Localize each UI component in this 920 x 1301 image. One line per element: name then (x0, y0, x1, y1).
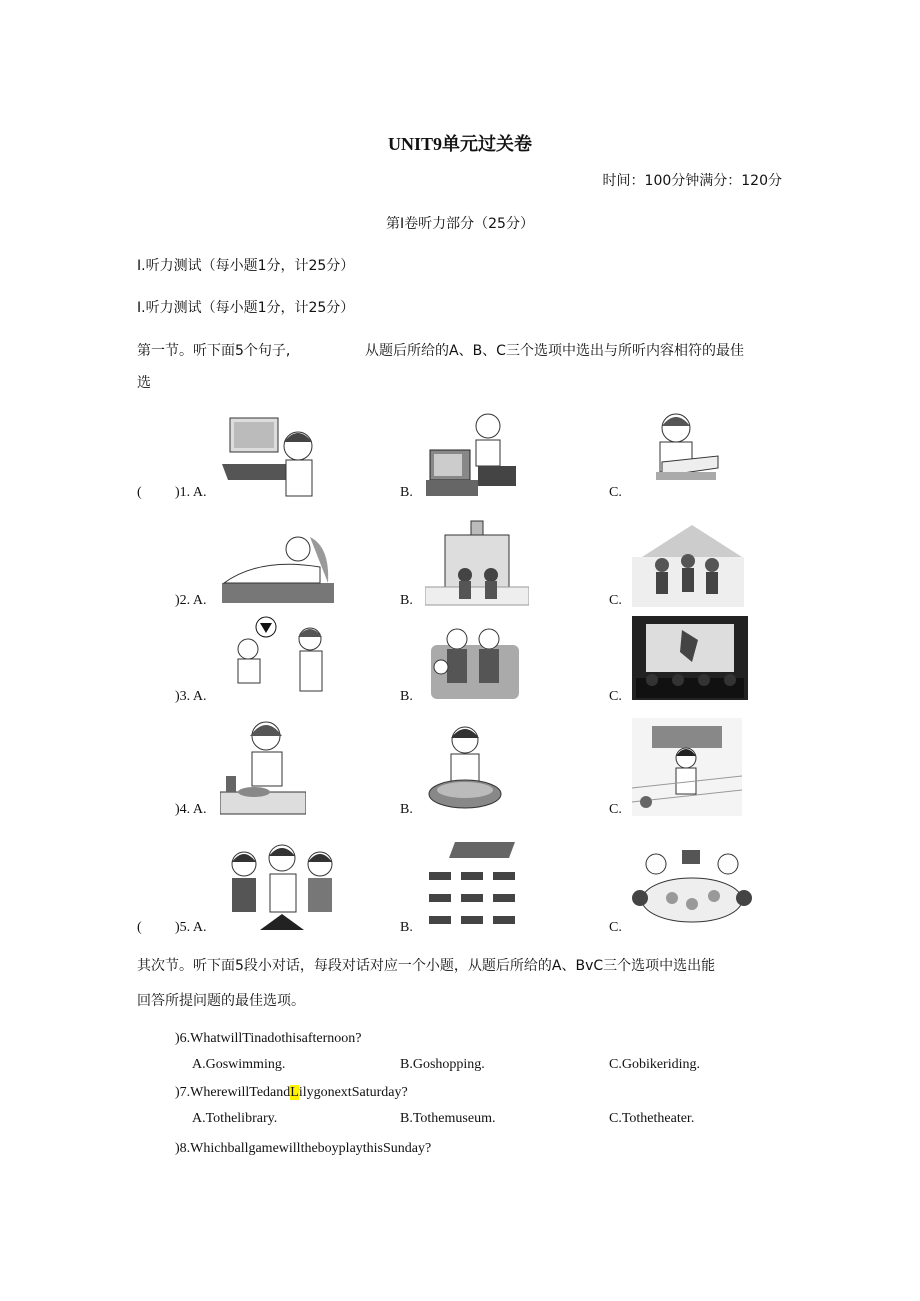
highlighted-letter: L (290, 1085, 299, 1100)
time-info: 时间：100分钟满分：120分 (602, 173, 782, 189)
family-sofa-icon (425, 615, 525, 701)
option-b-label: B. (400, 920, 413, 935)
question-label: )2. A. (175, 593, 207, 608)
reading-girl-icon (632, 406, 722, 500)
option-c-label: C. (609, 920, 622, 935)
q7-option-b: B.Tothemuseum. (400, 1111, 496, 1126)
option-c-label: C. (609, 802, 622, 817)
question-8: )8.WhichballgamewilltheboyplaythisSunday? (175, 1141, 432, 1156)
q6-option-c: C.Gobikeriding. (609, 1057, 700, 1072)
soccer-kids-icon (220, 615, 338, 703)
school-building-icon (425, 515, 529, 607)
option-c-label: C. (609, 689, 622, 704)
option-b-label: B. (400, 802, 413, 817)
option-c-label: C. (609, 485, 622, 500)
part1-instruction-a: 第一节。听下面5个句子, (137, 343, 291, 359)
cooking-woman-icon (220, 712, 306, 816)
part1-instruction-b: 从题后所给的A、B、C三个选项中选出与所听内容相符的最佳 (365, 343, 744, 359)
question-label: )4. A. (175, 802, 207, 817)
computer-user-icon (220, 414, 320, 500)
question-label: )5. A. (175, 920, 207, 935)
answer-paren: ( (137, 920, 142, 935)
q7-option-c: C.Tothetheater. (609, 1111, 695, 1126)
question-7 (175, 1085, 408, 1101)
option-b-label: B. (400, 593, 413, 608)
birthday-party-icon (220, 838, 344, 934)
classroom-icon (425, 838, 521, 934)
question-6: )6.WhatwillTinadothisafternoon? (175, 1031, 362, 1046)
tv-watcher-icon (418, 406, 518, 500)
option-b-label: B. (400, 485, 413, 500)
question-label: )3. A. (175, 689, 207, 704)
cinema-screen-icon (632, 616, 748, 700)
section-heading-repeat: Ⅰ.听力测试（每小题1分，计25分） (137, 300, 355, 316)
answer-paren: ( (137, 485, 142, 500)
hiking-group-icon (632, 517, 744, 607)
q6-option-b: B.Goshopping. (400, 1057, 485, 1072)
option-c-label: C. (609, 593, 622, 608)
q7-text-end: ilygonextSaturday? (298, 1085, 408, 1100)
part-title: 第Ⅰ卷听力部分（25分） (386, 216, 534, 232)
sleeping-person-icon (220, 527, 336, 607)
page-title: UNIT9单元过关卷 (387, 134, 532, 154)
q6-option-a: A.Goswimming. (192, 1057, 286, 1072)
part1-instruction-c: 选 (137, 375, 151, 391)
question-label: )1. A. (175, 485, 207, 500)
option-b-label: B. (400, 689, 413, 704)
part2-instruction-a: 其次节。听下面5段小对话，每段对话对应一个小题，从题后所给的A、BvC三个选项中选出能 (137, 958, 716, 974)
cleaning-room-icon (632, 718, 742, 816)
dinner-table-icon (632, 842, 754, 934)
q7-text-start: )7.WherewillTedand (175, 1085, 291, 1100)
q7-option-a: A.Tothelibrary. (192, 1111, 278, 1126)
washing-girl-icon (425, 718, 505, 814)
section-heading: Ⅰ.听力测试（每小题1分，计25分） (137, 258, 355, 274)
part2-instruction-b: 回答所提问题的最佳选项。 (137, 993, 305, 1009)
